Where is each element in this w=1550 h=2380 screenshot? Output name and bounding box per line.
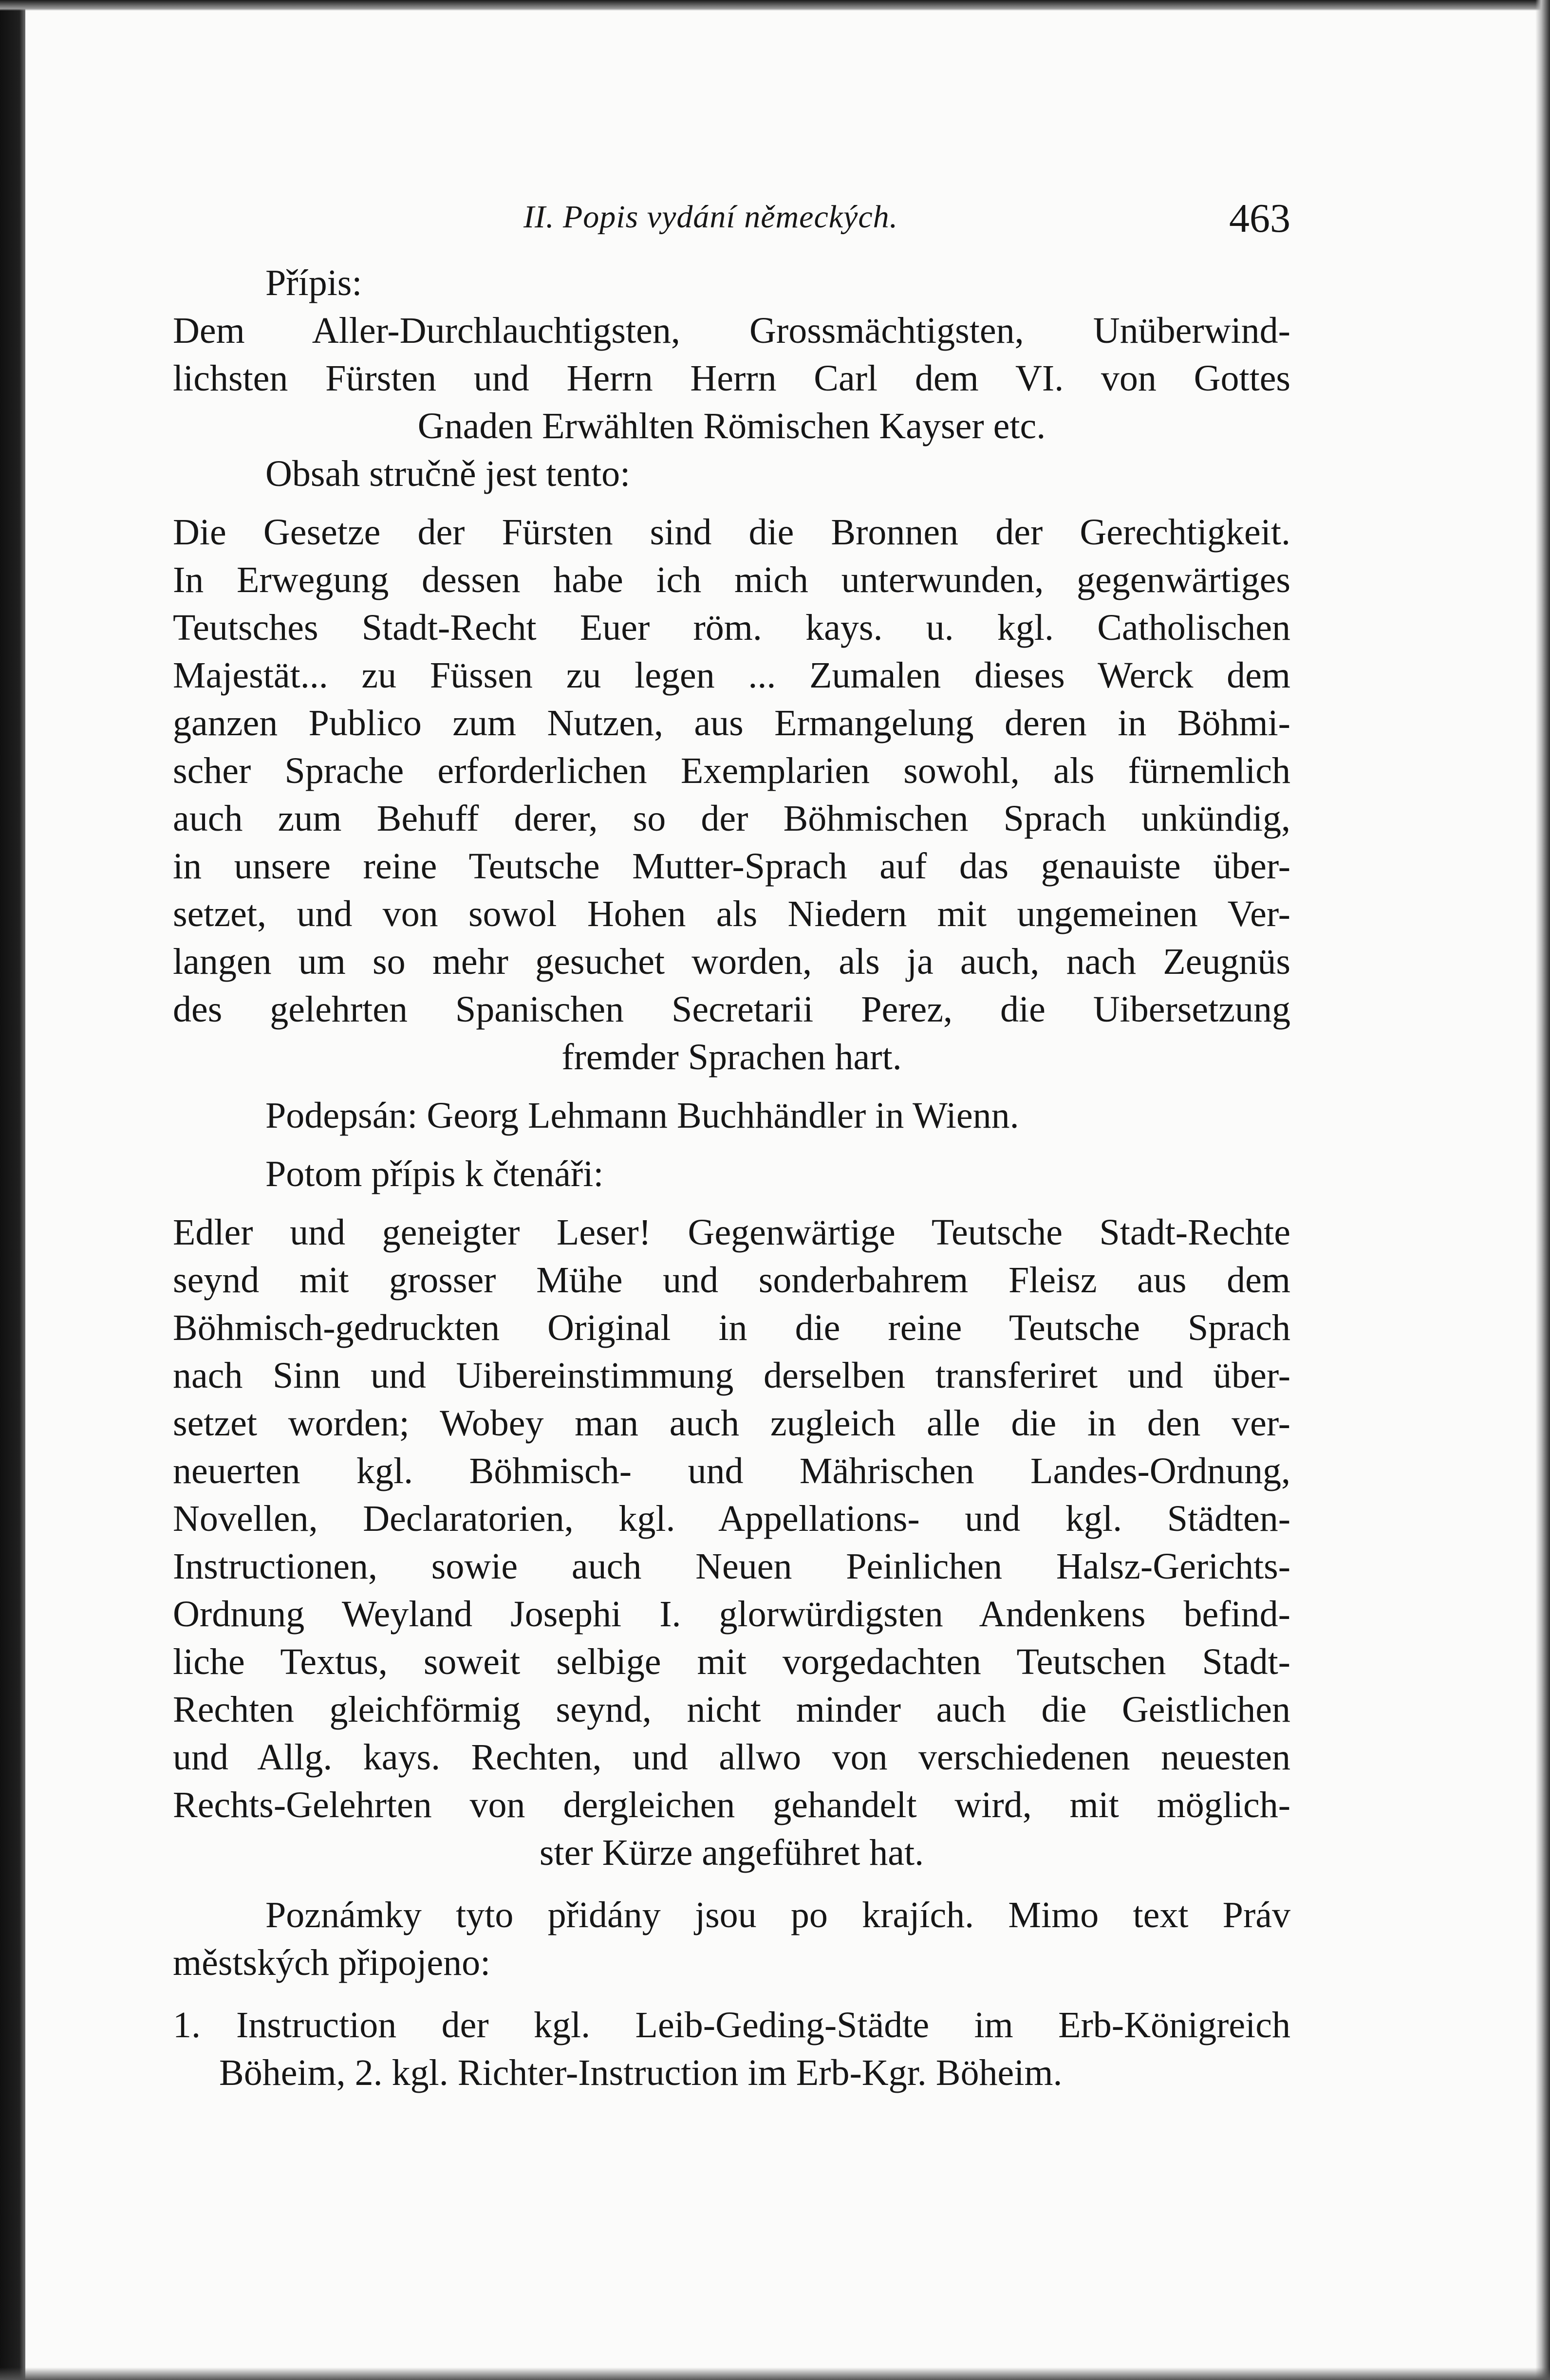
text-line: scher Sprache erforderlichen Exemplarien sowohl, als fürnemlich <box>173 750 1290 791</box>
text-line: Rechten gleichförmig seynd, nicht minder auch die Geistlichen <box>173 1689 1290 1730</box>
text-line: Böhmisch-gedruckten Original in die reine Teutsche Sprach <box>173 1307 1290 1348</box>
running-head: II. Popis vydání německých. <box>523 199 898 235</box>
text-line: und Allg. kays. Rechten, und allwo von verschiedenen neuesten <box>173 1737 1290 1778</box>
text-line: městských připojeno: <box>173 1942 491 1983</box>
text-line: Die Gesetze der Fürsten sind die Bronnen der Gerechtigkeit. <box>173 512 1290 553</box>
text-line: Majestät... zu Füssen zu legen ... Zumalen dieses Werck dem <box>173 655 1290 696</box>
page-binding-shadow <box>0 0 25 2380</box>
list-item-number: 1. <box>173 2005 201 2045</box>
page-top-shadow <box>0 0 1550 11</box>
text-line: Gnaden Erwählten Römischen Kayser etc. <box>417 406 1046 446</box>
list-item-line: Instruction der kgl. Leib-Geding-Städte im Erb-Königreich <box>236 2005 1290 2045</box>
text-line: liche Textus, soweit selbige mit vorgedachten Teutschen Stadt- <box>173 1641 1290 1682</box>
text-line: langen um so mehr gesuchet worden, als ja auch, nach Zeugnüs <box>173 941 1290 982</box>
text-line: Rechts-Gelehrten von dergleichen gehandelt wird, mit möglich- <box>173 1785 1290 1825</box>
text-line: Ordnung Weyland Josephi I. glorwürdigsten Andenkens befind- <box>173 1594 1290 1635</box>
page-right-shadow <box>1535 0 1550 2380</box>
pripis-label: Přípis: <box>265 262 362 303</box>
reader-block <box>173 1209 1290 1877</box>
page-header <box>173 195 1290 248</box>
list-item <box>173 2001 1290 2097</box>
text-line: auch zum Behuff derer, so der Böhmischen Sprach unkündig, <box>173 798 1290 839</box>
text-line: seynd mit grosser Mühe und sonderbahrem Fleisz aus dem <box>173 1260 1290 1301</box>
text-line: In Erwegung dessen habe ich mich unterwunden, gegenwärtiges <box>173 559 1290 600</box>
reader-label: Potom přípis k čtenáři: <box>265 1153 604 1194</box>
text-line: Edler und geneigter Leser! Gegenwärtige Teutsche Stadt-Rechte <box>173 1212 1290 1253</box>
text-line: Instructionen, sowie auch Neuen Peinlichen Halsz-Gerichts- <box>173 1546 1290 1587</box>
page-content <box>173 195 1290 2097</box>
text-line: Teutsches Stadt-Recht Euer röm. kays. u. kgl. Catholischen <box>173 607 1290 648</box>
text-line: Novellen, Declaratorien, kgl. Appellations- und kgl. Städten- <box>173 1498 1290 1539</box>
text-line: lichsten Fürsten und Herrn Herrn Carl dem VI. von Gottes <box>173 358 1290 399</box>
text-line: ganzen Publico zum Nutzen, aus Ermangelung deren in Böhmi- <box>173 703 1290 744</box>
obsah-label: Obsah stručně jest tento: <box>265 453 631 494</box>
text-line: ster Kürze angeführet hat. <box>539 1832 924 1873</box>
notes-block <box>173 1891 1290 1987</box>
text-line: setzet worden; Wobey man auch zugleich alle die in den ver- <box>173 1403 1290 1444</box>
text-line: fremder Sprachen hart. <box>561 1037 902 1078</box>
page-bottom-shadow <box>0 2367 1550 2380</box>
text-line: in unsere reine Teutsche Mutter-Sprach auf das genauiste über- <box>173 846 1290 887</box>
content-block <box>173 508 1290 1081</box>
text-line: setzet, und von sowol Hohen als Niedern mit ungemeinen Ver- <box>173 893 1290 934</box>
list-item-line: Böheim, 2. kgl. Richter-Instruction im Erb-Kgr. Böheim. <box>219 2052 1063 2093</box>
dedication-block <box>173 307 1290 450</box>
text-line: des gelehrten Spanischen Secretarii Perez, die Uibersetzung <box>173 989 1290 1030</box>
page-number: 463 <box>1229 196 1290 241</box>
text-line: Dem Aller-Durchlauchtigsten, Grossmächtigsten, Unüberwind- <box>173 310 1290 351</box>
text-line: neuerten kgl. Böhmisch- und Mährischen Landes-Ordnung, <box>173 1450 1290 1491</box>
text-line: Poznámky tyto přidány jsou po krajích. Mimo text Práv <box>265 1895 1290 1935</box>
signed-line: Podepsán: Georg Lehmann Buchhändler in Wienn. <box>265 1095 1019 1136</box>
text-line: nach Sinn und Uibereinstimmung derselben transferiret und über- <box>173 1355 1290 1396</box>
